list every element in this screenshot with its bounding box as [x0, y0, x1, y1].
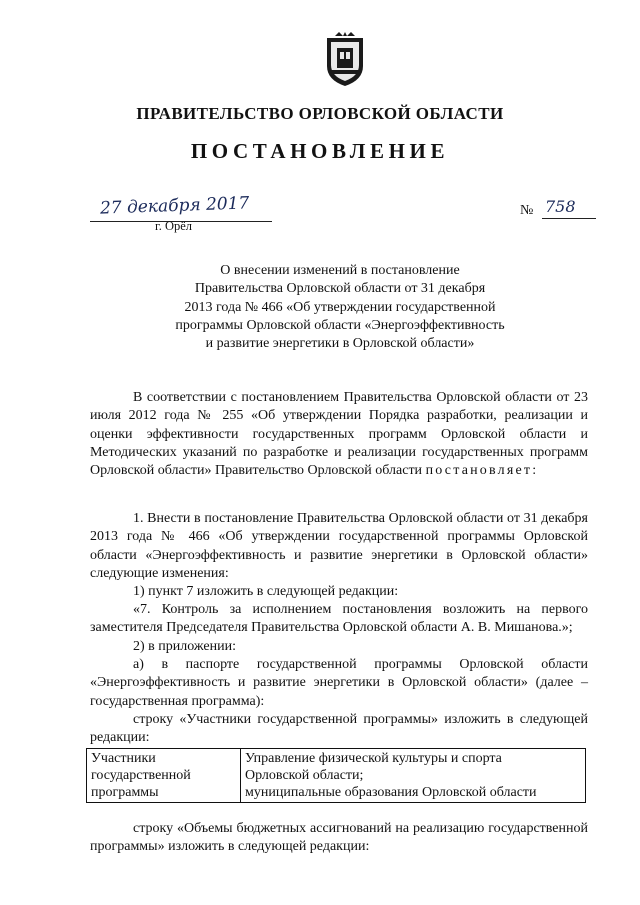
clause-1: 1. Внести в постановление Правительства Орловской области от 31 декабря 2013 года № 466 «Об утверждении государственной программы Орловской области «Энергоэффективность и развитие энергетики в Орловской области» следующие изменения:	[90, 511, 588, 581]
resolves-word: постановляет:	[425, 463, 539, 479]
participants-row-instruction: строку «Участники государственной программы» изложить в следующей редакции:	[90, 712, 588, 746]
title-line: программы Орловской области «Энергоэффективность	[175, 317, 505, 333]
participants-table	[86, 748, 586, 803]
handwritten-number: 758	[545, 197, 576, 216]
number-label: №	[520, 203, 534, 218]
title-line: 2013 года № 466 «Об утверждении государственной	[184, 299, 496, 315]
government-title: ПРАВИТЕЛЬСТВО ОРЛОВСКОЙ ОБЛАСТИ	[136, 104, 504, 123]
preamble-text: В соответствии с постановлением Правительства Орловской области от 23 июля 2012 года № 255 «Об утверждении Порядка разработки, реализации и оценки эффективности государственных программ Орловской области и Методических указаний по разработке и реализации государственных программ Орловской области» Правительство Орловской области	[90, 390, 588, 479]
title-line: и развитие энергетики в Орловской области»	[205, 336, 475, 352]
table-cell-value: Управление физической культуры и спорта Орловской области; муниципальные образования Орловской области	[241, 749, 586, 803]
coat-of-arms-icon	[323, 32, 367, 88]
budget-row-instruction: строку «Объемы бюджетных ассигнований на реализацию государственной программы» изложить в следующей редакции:	[90, 821, 588, 855]
title-line: Правительства Орловской области от 31 декабря	[194, 281, 486, 297]
table-row	[87, 749, 586, 803]
table-cell-label: Участники государственной программы	[87, 749, 241, 803]
preamble-paragraph	[90, 389, 588, 480]
document-type: ПОСТАНОВЛЕНИЕ	[190, 139, 450, 163]
clause-a: а) в паспорте государственной программы Орловской области «Энергоэффективность и развитие энергетики в Орловской области» (далее – государственная программа):	[90, 657, 588, 709]
city: г. Орёл	[155, 219, 193, 233]
clause-1-1: 1) пункт 7 изложить в следующей редакции:	[133, 584, 399, 599]
number-underline	[542, 218, 596, 219]
title-line: О внесении изменений в постановление	[220, 263, 460, 278]
document-title	[0, 262, 640, 353]
clause-7-text: «7. Контроль за исполнением постановления возложить на первого заместителя Председателя Правительства Орловской области А. В. Мишанова.»;	[90, 602, 588, 636]
handwritten-date: 27 декабря 2017	[99, 193, 250, 219]
clause-1-2: 2) в приложении:	[133, 639, 236, 654]
